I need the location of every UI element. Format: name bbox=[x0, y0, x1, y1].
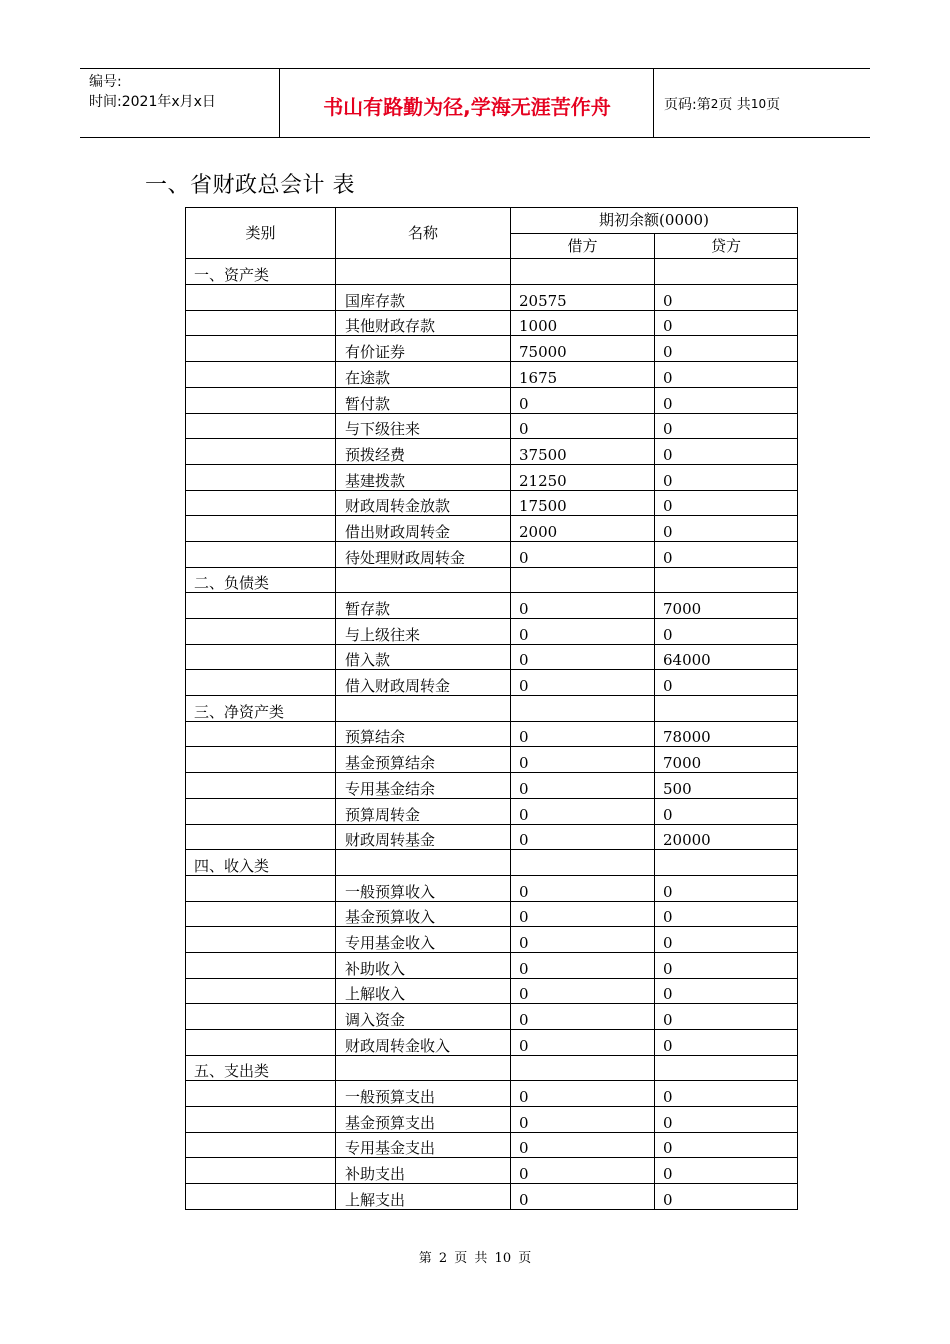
row-debit: 0 bbox=[511, 952, 655, 978]
row-credit: 0 bbox=[655, 362, 798, 388]
row-debit: 75000 bbox=[511, 336, 655, 362]
row-category bbox=[186, 901, 336, 927]
row-debit: 0 bbox=[511, 541, 655, 567]
row-category: 一、资产类 bbox=[186, 259, 336, 285]
row-name: 有价证券 bbox=[336, 336, 511, 362]
row-name bbox=[336, 850, 511, 876]
row-debit: 37500 bbox=[511, 439, 655, 465]
date-label: 时间:2021年x月x日 bbox=[89, 94, 216, 110]
row-credit bbox=[655, 567, 798, 593]
row-credit: 0 bbox=[655, 285, 798, 311]
row-credit: 0 bbox=[655, 1081, 798, 1107]
row-credit: 78000 bbox=[655, 721, 798, 747]
row-category bbox=[186, 978, 336, 1004]
row-credit bbox=[655, 1055, 798, 1081]
row-debit: 0 bbox=[511, 1132, 655, 1158]
table-row bbox=[186, 1107, 798, 1133]
row-debit: 0 bbox=[511, 1004, 655, 1030]
table-row bbox=[186, 1158, 798, 1184]
row-category: 二、负债类 bbox=[186, 567, 336, 593]
table-row bbox=[186, 439, 798, 465]
row-category bbox=[186, 747, 336, 773]
row-debit: 0 bbox=[511, 927, 655, 953]
table-row bbox=[186, 824, 798, 850]
row-name: 基建拨款 bbox=[336, 464, 511, 490]
table-row bbox=[186, 541, 798, 567]
row-category bbox=[186, 387, 336, 413]
row-debit: 17500 bbox=[511, 490, 655, 516]
table-row bbox=[186, 721, 798, 747]
page-mid: 页 共 bbox=[718, 97, 751, 113]
row-category bbox=[186, 1081, 336, 1107]
row-category bbox=[186, 413, 336, 439]
row-category bbox=[186, 310, 336, 336]
table-row bbox=[186, 1004, 798, 1030]
table-row bbox=[186, 310, 798, 336]
row-name: 预算结余 bbox=[336, 721, 511, 747]
row-credit: 0 bbox=[655, 798, 798, 824]
row-category bbox=[186, 644, 336, 670]
row-category bbox=[186, 362, 336, 388]
table-section-row bbox=[186, 850, 798, 876]
row-name: 专用基金支出 bbox=[336, 1132, 511, 1158]
row-debit: 0 bbox=[511, 773, 655, 799]
table-header-row bbox=[186, 208, 798, 234]
table-row bbox=[186, 490, 798, 516]
table-section-row bbox=[186, 696, 798, 722]
page-number: 2 bbox=[710, 97, 719, 111]
row-debit bbox=[511, 696, 655, 722]
table-row bbox=[186, 670, 798, 696]
row-name: 一般预算支出 bbox=[336, 1081, 511, 1107]
page-footer: 第 2 页 共 10 页 bbox=[418, 1251, 532, 1266]
row-credit: 0 bbox=[655, 1184, 798, 1210]
header-motto: 书山有路勤为径,学海无涯苦作舟 bbox=[281, 69, 654, 137]
row-name: 预拨经费 bbox=[336, 439, 511, 465]
document-title: 一、省财政总会计 表 bbox=[145, 173, 355, 198]
table-row bbox=[186, 593, 798, 619]
table-row bbox=[186, 516, 798, 542]
serial-label: 编号: bbox=[89, 74, 122, 90]
row-debit: 2000 bbox=[511, 516, 655, 542]
table-row bbox=[186, 387, 798, 413]
row-debit: 0 bbox=[511, 1107, 655, 1133]
row-name: 暂付款 bbox=[336, 387, 511, 413]
row-category bbox=[186, 336, 336, 362]
row-category bbox=[186, 1107, 336, 1133]
row-credit bbox=[655, 696, 798, 722]
row-credit: 20000 bbox=[655, 824, 798, 850]
header-page-info bbox=[655, 69, 870, 137]
row-credit: 0 bbox=[655, 670, 798, 696]
table-section-row bbox=[186, 259, 798, 285]
row-credit: 0 bbox=[655, 927, 798, 953]
row-name: 一般预算收入 bbox=[336, 875, 511, 901]
page-prefix: 页码:第 bbox=[664, 97, 711, 113]
row-category bbox=[186, 541, 336, 567]
row-credit: 0 bbox=[655, 387, 798, 413]
row-category bbox=[186, 670, 336, 696]
row-name: 补助支出 bbox=[336, 1158, 511, 1184]
row-credit: 0 bbox=[655, 1158, 798, 1184]
table-row bbox=[186, 1081, 798, 1107]
row-credit: 0 bbox=[655, 490, 798, 516]
row-credit: 0 bbox=[655, 1132, 798, 1158]
row-category: 五、支出类 bbox=[186, 1055, 336, 1081]
row-name bbox=[336, 567, 511, 593]
row-name: 借入款 bbox=[336, 644, 511, 670]
table-row bbox=[186, 773, 798, 799]
row-name: 在途款 bbox=[336, 362, 511, 388]
row-credit: 0 bbox=[655, 310, 798, 336]
row-debit bbox=[511, 1055, 655, 1081]
header-debit: 借方 bbox=[511, 233, 655, 259]
row-debit: 20575 bbox=[511, 285, 655, 311]
row-category bbox=[186, 798, 336, 824]
row-name: 补助收入 bbox=[336, 952, 511, 978]
row-category bbox=[186, 1158, 336, 1184]
row-name: 专用基金结余 bbox=[336, 773, 511, 799]
row-credit: 0 bbox=[655, 439, 798, 465]
row-debit: 0 bbox=[511, 619, 655, 645]
accounts-table bbox=[185, 207, 798, 1210]
row-credit: 0 bbox=[655, 901, 798, 927]
table-row bbox=[186, 619, 798, 645]
row-debit: 0 bbox=[511, 747, 655, 773]
row-category bbox=[186, 1184, 336, 1210]
row-category bbox=[186, 1132, 336, 1158]
row-credit: 0 bbox=[655, 541, 798, 567]
row-debit bbox=[511, 259, 655, 285]
row-name: 财政周转金收入 bbox=[336, 1030, 511, 1056]
row-name: 专用基金收入 bbox=[336, 927, 511, 953]
row-name: 预算周转金 bbox=[336, 798, 511, 824]
table-section-row bbox=[186, 1055, 798, 1081]
row-name: 与下级往来 bbox=[336, 413, 511, 439]
row-category bbox=[186, 927, 336, 953]
row-debit bbox=[511, 850, 655, 876]
row-category bbox=[186, 952, 336, 978]
row-name: 与上级往来 bbox=[336, 619, 511, 645]
table-row bbox=[186, 798, 798, 824]
row-category bbox=[186, 439, 336, 465]
row-name: 财政周转基金 bbox=[336, 824, 511, 850]
row-credit: 7000 bbox=[655, 593, 798, 619]
row-category: 三、净资产类 bbox=[186, 696, 336, 722]
row-category bbox=[186, 1030, 336, 1056]
header-meta bbox=[80, 69, 280, 137]
row-category: 四、收入类 bbox=[186, 850, 336, 876]
table-row bbox=[186, 1030, 798, 1056]
row-debit: 0 bbox=[511, 875, 655, 901]
table-row bbox=[186, 875, 798, 901]
table-row bbox=[186, 644, 798, 670]
row-credit: 7000 bbox=[655, 747, 798, 773]
row-debit: 0 bbox=[511, 901, 655, 927]
row-category bbox=[186, 516, 336, 542]
row-name: 暂存款 bbox=[336, 593, 511, 619]
row-debit: 0 bbox=[511, 670, 655, 696]
row-credit: 0 bbox=[655, 413, 798, 439]
row-category bbox=[186, 490, 336, 516]
row-name: 上解收入 bbox=[336, 978, 511, 1004]
row-category bbox=[186, 773, 336, 799]
row-credit: 0 bbox=[655, 875, 798, 901]
row-credit: 0 bbox=[655, 1030, 798, 1056]
page-total: 10 bbox=[750, 97, 767, 111]
table-row bbox=[186, 336, 798, 362]
row-debit: 0 bbox=[511, 798, 655, 824]
row-name: 其他财政存款 bbox=[336, 310, 511, 336]
header-credit: 贷方 bbox=[655, 233, 798, 259]
row-debit: 1000 bbox=[511, 310, 655, 336]
row-debit: 0 bbox=[511, 644, 655, 670]
row-credit: 0 bbox=[655, 516, 798, 542]
row-debit: 0 bbox=[511, 387, 655, 413]
row-category bbox=[186, 721, 336, 747]
row-name: 财政周转金放款 bbox=[336, 490, 511, 516]
header-name: 名称 bbox=[336, 208, 511, 259]
row-credit: 0 bbox=[655, 1004, 798, 1030]
table-row bbox=[186, 747, 798, 773]
row-name: 调入资金 bbox=[336, 1004, 511, 1030]
row-name: 借入财政周转金 bbox=[336, 670, 511, 696]
table-row bbox=[186, 952, 798, 978]
row-name: 基金预算结余 bbox=[336, 747, 511, 773]
page-suffix: 页 bbox=[766, 97, 781, 113]
row-debit: 21250 bbox=[511, 464, 655, 490]
row-credit bbox=[655, 850, 798, 876]
row-debit: 0 bbox=[511, 1158, 655, 1184]
table-row bbox=[186, 901, 798, 927]
row-category bbox=[186, 1004, 336, 1030]
row-credit: 0 bbox=[655, 1107, 798, 1133]
row-debit: 0 bbox=[511, 413, 655, 439]
row-credit: 0 bbox=[655, 952, 798, 978]
row-debit: 0 bbox=[511, 978, 655, 1004]
row-category bbox=[186, 464, 336, 490]
row-category bbox=[186, 285, 336, 311]
row-category bbox=[186, 619, 336, 645]
row-debit: 0 bbox=[511, 824, 655, 850]
table-row bbox=[186, 927, 798, 953]
table-row bbox=[186, 1132, 798, 1158]
row-debit: 0 bbox=[511, 721, 655, 747]
row-name bbox=[336, 696, 511, 722]
table-section-row bbox=[186, 567, 798, 593]
row-debit: 0 bbox=[511, 1081, 655, 1107]
table-body bbox=[186, 259, 798, 1209]
table-row bbox=[186, 464, 798, 490]
row-name: 国库存款 bbox=[336, 285, 511, 311]
row-debit: 0 bbox=[511, 593, 655, 619]
row-credit: 64000 bbox=[655, 644, 798, 670]
row-credit: 0 bbox=[655, 619, 798, 645]
row-name: 借出财政周转金 bbox=[336, 516, 511, 542]
row-debit: 0 bbox=[511, 1030, 655, 1056]
row-name: 上解支出 bbox=[336, 1184, 511, 1210]
table-row bbox=[186, 978, 798, 1004]
row-debit bbox=[511, 567, 655, 593]
row-category bbox=[186, 875, 336, 901]
page-header bbox=[80, 68, 870, 138]
row-category bbox=[186, 824, 336, 850]
table-row bbox=[186, 413, 798, 439]
row-name: 待处理财政周转金 bbox=[336, 541, 511, 567]
row-credit: 500 bbox=[655, 773, 798, 799]
row-credit: 0 bbox=[655, 978, 798, 1004]
table-row bbox=[186, 285, 798, 311]
row-name bbox=[336, 1055, 511, 1081]
row-name: 基金预算支出 bbox=[336, 1107, 511, 1133]
row-debit: 0 bbox=[511, 1184, 655, 1210]
row-credit: 0 bbox=[655, 464, 798, 490]
table-row bbox=[186, 362, 798, 388]
header-category: 类别 bbox=[186, 208, 336, 259]
row-name bbox=[336, 259, 511, 285]
header-opening-balance: 期初余额(0000) bbox=[511, 208, 798, 234]
table-row bbox=[186, 1184, 798, 1210]
row-credit: 0 bbox=[655, 336, 798, 362]
row-category bbox=[186, 593, 336, 619]
row-debit: 1675 bbox=[511, 362, 655, 388]
row-name: 基金预算收入 bbox=[336, 901, 511, 927]
row-credit bbox=[655, 259, 798, 285]
